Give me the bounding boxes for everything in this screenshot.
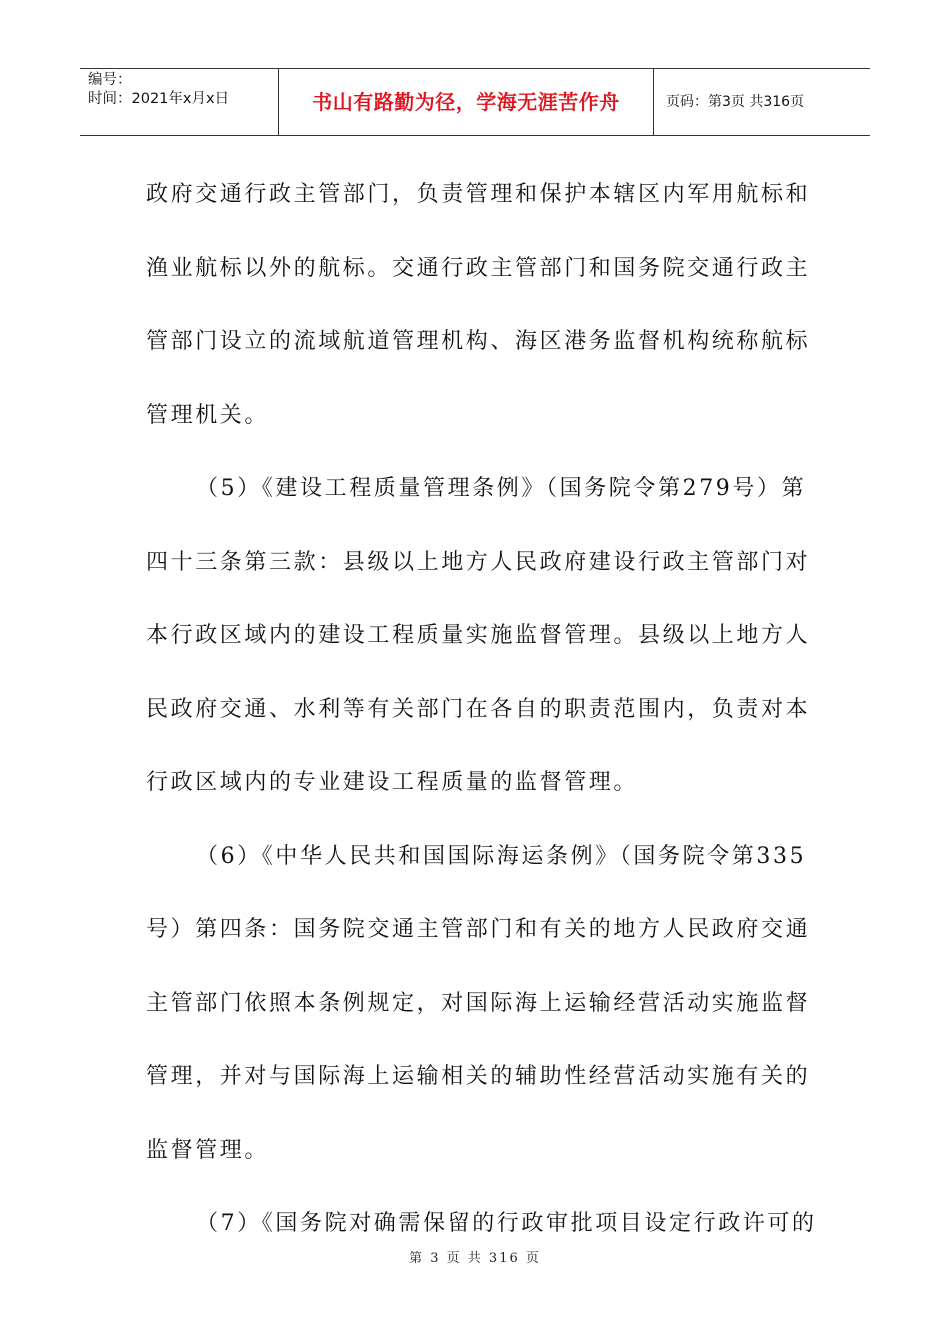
- header-page-info: 页码：第3页 共316页: [666, 94, 805, 110]
- text-line: 本行政区域内的建设工程质量实施监督管理。县级以上地方人: [146, 623, 811, 648]
- text-line: （6）《中华人民共和国国际海运条例》（国务院令第335: [196, 843, 807, 869]
- time-label: 时间：2021年x月x日: [88, 91, 230, 107]
- paragraph-2: [146, 452, 811, 820]
- document-body: [146, 158, 817, 1261]
- text-line: 政府交通行政主管部门，负责管理和保护本辖区内军用航标和: [146, 182, 811, 207]
- text-line: 主管部门依照本条例规定，对国际海上运输经营活动实施监督: [146, 990, 811, 1016]
- text-line: 渔业航标以外的航标。交通行政主管部门和国务院交通行政主: [146, 255, 811, 281]
- text-line: （5）《建设工程质量管理条例》（国务院令第279号）第: [196, 476, 807, 501]
- text-line: 管部门设立的流域航道管理机构、海区港务监督机构统称航标: [146, 329, 811, 354]
- text-line: 号）第四条：国务院交通主管部门和有关的地方人民政府交通: [146, 917, 811, 942]
- number-label: 编号：: [88, 72, 132, 88]
- text-line: 管理机关。: [146, 402, 270, 428]
- text-line: （7）《国务院对确需保留的行政审批项目设定行政许可的: [196, 1211, 817, 1236]
- text-line: 行政区域内的专业建设工程质量的监督管理。: [146, 770, 639, 795]
- page-footer: 第 3 页 共 316 页: [409, 1251, 541, 1266]
- paragraph-3: [146, 820, 811, 1188]
- paragraph-1: [146, 158, 811, 452]
- text-line: 监督管理。: [146, 1137, 270, 1163]
- header-meta: [80, 69, 279, 135]
- text-line: 管理，并对与国际海上运输相关的辅助性经营活动实施有关的: [146, 1064, 811, 1089]
- header-motto: 书山有路勤为径，学海无涯苦作舟: [279, 69, 654, 135]
- text-line: 民政府交通、水利等有关部门在各自的职责范围内，负责对本: [146, 696, 811, 722]
- page-header: [80, 68, 870, 136]
- text-line: 四十三条第三款：县级以上地方人民政府建设行政主管部门对: [146, 549, 811, 575]
